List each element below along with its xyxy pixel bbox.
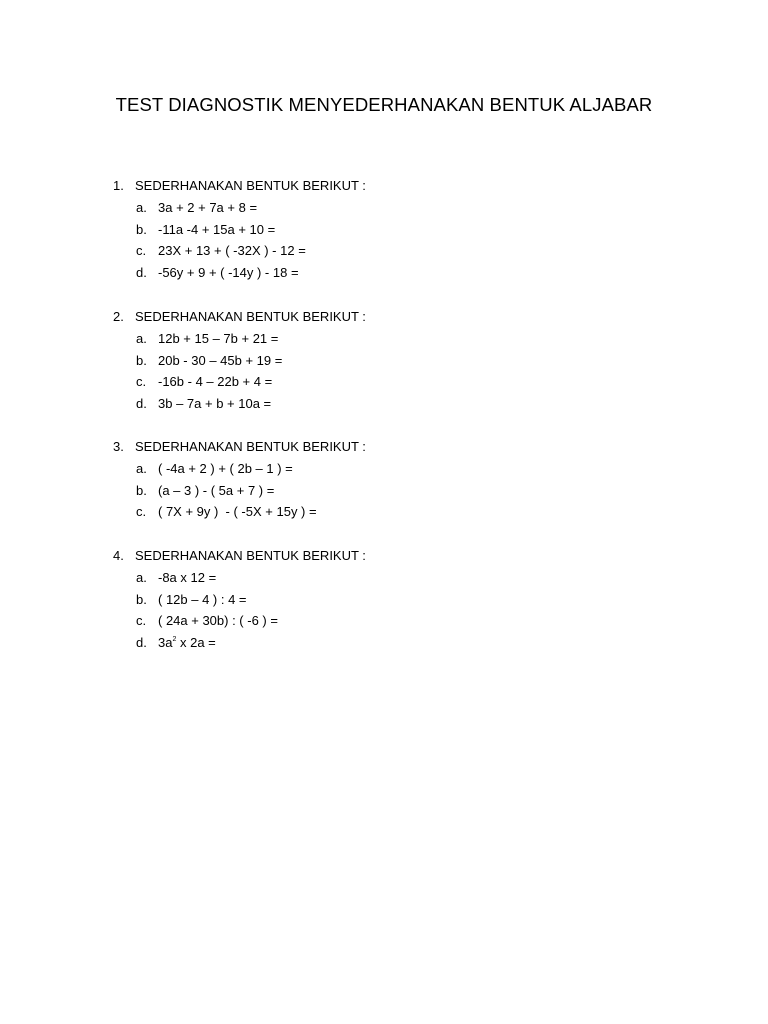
question-instruction: SEDERHANAKAN BENTUK BERIKUT :	[135, 309, 366, 324]
item-letter: d.	[136, 265, 147, 281]
question-item	[0, 219, 768, 241]
item-expression: 3b – 7a + b + 10a =	[158, 396, 272, 412]
question-instruction: SEDERHANAKAN BENTUK BERIKUT :	[135, 439, 366, 454]
item-expression: 23X + 13 + ( -32X ) - 12 =	[158, 243, 306, 259]
question-item	[0, 501, 768, 523]
item-letter: a.	[136, 199, 147, 215]
question-2	[0, 306, 768, 415]
question-item	[0, 262, 768, 284]
item-expression: ( 7X + 9y ) - ( -5X + 15y ) =	[158, 504, 317, 520]
question-number: 2.	[113, 309, 124, 324]
question-item	[0, 393, 768, 415]
item-expression: 20b - 30 – 45b + 19 =	[158, 352, 283, 368]
item-letter: b.	[136, 591, 147, 607]
expr-base: 3a	[158, 635, 173, 651]
item-expression: -11a -4 + 15a + 10 =	[158, 221, 276, 237]
question-item	[0, 632, 768, 654]
question-item	[0, 197, 768, 219]
item-expression: -16b - 4 – 22b + 4 =	[158, 374, 273, 390]
question-item	[0, 589, 768, 611]
item-letter: c.	[136, 504, 147, 520]
item-letter: a.	[136, 460, 147, 476]
item-expression: ( -4a + 2 ) + ( 2b – 1 ) =	[158, 460, 293, 476]
item-expression: -56y + 9 + ( -14y ) - 18 =	[158, 265, 299, 281]
question-4	[0, 545, 768, 654]
question-instruction: SEDERHANAKAN BENTUK BERIKUT :	[135, 548, 366, 563]
item-letter: c.	[136, 243, 147, 259]
question-header	[0, 175, 768, 197]
expr-rest: x 2a =	[176, 635, 216, 651]
item-letter: d.	[136, 396, 147, 412]
page-title: TEST DIAGNOSTIK MENYEDERHANAKAN BENTUK ALJABAR	[115, 94, 653, 115]
item-letter: c.	[136, 374, 147, 390]
question-3	[0, 436, 768, 523]
question-number: 3.	[113, 439, 124, 454]
item-expression: -8a x 12 =	[158, 569, 217, 585]
expr-exponent: 2	[172, 636, 177, 644]
question-item	[0, 328, 768, 350]
question-header	[0, 436, 768, 458]
question-number: 4.	[113, 548, 124, 563]
item-letter: c.	[136, 613, 147, 629]
item-expression: ( 12b – 4 ) : 4 =	[158, 591, 247, 607]
item-letter: a.	[136, 330, 147, 346]
question-number: 1.	[113, 178, 124, 193]
item-letter: b.	[136, 352, 147, 368]
item-expression	[158, 632, 216, 654]
item-expression: 3a + 2 + 7a + 8 =	[158, 199, 258, 215]
item-letter: b.	[136, 221, 147, 237]
item-letter: b.	[136, 482, 147, 498]
item-letter: a.	[136, 569, 147, 585]
item-expression: (a – 3 ) - ( 5a + 7 ) =	[158, 482, 275, 498]
item-expression: 12b + 15 – 7b + 21 =	[158, 330, 279, 346]
question-item	[0, 480, 768, 502]
question-item	[0, 240, 768, 262]
item-letter: d.	[136, 635, 147, 651]
question-item	[0, 458, 768, 480]
question-1	[0, 175, 768, 284]
item-expression: ( 24a + 30b) : ( -6 ) =	[158, 613, 278, 629]
question-item	[0, 567, 768, 589]
question-header	[0, 545, 768, 567]
question-item	[0, 350, 768, 372]
question-instruction: SEDERHANAKAN BENTUK BERIKUT :	[135, 178, 366, 193]
question-header	[0, 306, 768, 328]
question-item	[0, 371, 768, 393]
question-item	[0, 610, 768, 632]
